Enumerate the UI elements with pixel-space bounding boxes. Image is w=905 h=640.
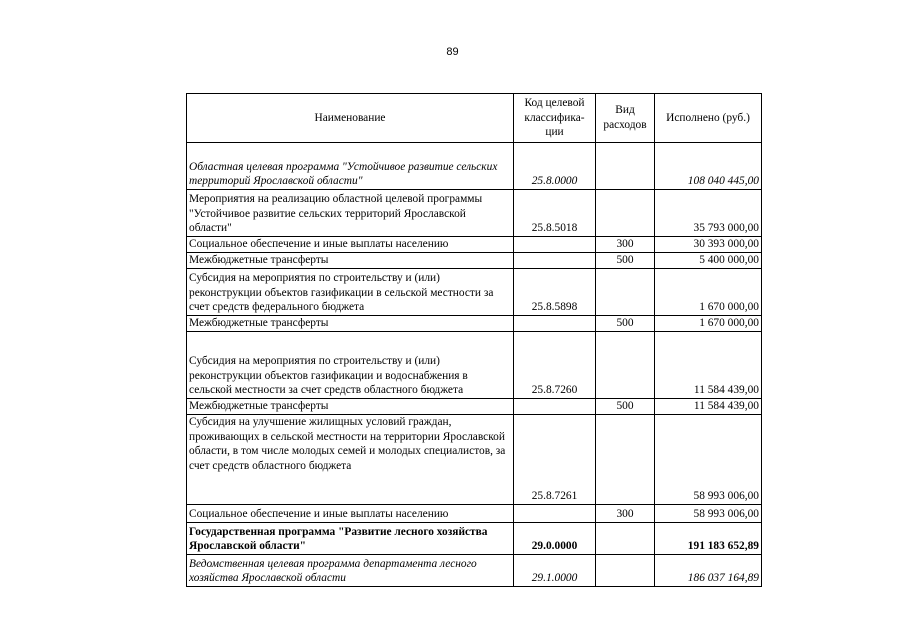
row-code: 29.1.0000 (514, 555, 596, 587)
row-type: 500 (596, 316, 655, 332)
row-code: 25.8.7261 (514, 415, 596, 505)
table-row (187, 332, 762, 399)
row-amount: 30 393 000,00 (655, 237, 762, 253)
row-amount: 11 584 439,00 (655, 399, 762, 415)
table-row (187, 237, 762, 253)
row-amount: 1 670 000,00 (655, 316, 762, 332)
row-name: Мероприятия на реализацию областной целевой программы "Устойчивое развитие сельских территорий Ярославской области" (187, 190, 514, 237)
row-name: Социальное обеспечение и иные выплаты населению (187, 505, 514, 523)
row-code: 25.8.5018 (514, 190, 596, 237)
table-row (187, 505, 762, 523)
header-type: Вид расходов (596, 94, 655, 143)
row-name: Межбюджетные трансферты (187, 316, 514, 332)
row-amount: 58 993 006,00 (655, 415, 762, 505)
row-amount: 191 183 652,89 (655, 523, 762, 555)
row-name: Субсидия на улучшение жилищных условий граждан, проживающих в сельской местности на территории Ярославской области, в том числе молодых семей и молодых специалистов, за счет средств областного бюджета (187, 415, 514, 505)
table-header-row (187, 94, 762, 143)
row-type (596, 190, 655, 237)
row-type (596, 415, 655, 505)
row-code: 29.0.0000 (514, 523, 596, 555)
header-name: Наименование (187, 94, 514, 143)
row-name: Субсидия на мероприятия по строительству и (или) реконструкции объектов газификации в сельской местности за счет средств федерального бюджета (187, 269, 514, 316)
row-name: Межбюджетные трансферты (187, 399, 514, 415)
row-type (596, 523, 655, 555)
row-name: Ведомственная целевая программа департамента лесного хозяйства Ярославской области (187, 555, 514, 587)
row-code (514, 253, 596, 269)
row-amount: 186 037 164,89 (655, 555, 762, 587)
row-type (596, 143, 655, 190)
row-amount: 108 040 445,00 (655, 143, 762, 190)
table-row (187, 399, 762, 415)
budget-table (186, 93, 762, 587)
row-name: Социальное обеспечение и иные выплаты населению (187, 237, 514, 253)
row-name: Областная целевая программа "Устойчивое развитие сельских территорий Ярославской области" (187, 143, 514, 190)
row-name: Субсидия на мероприятия по строительству и (или) реконструкции объектов газификации и водоснабжения в сельской местности за счет средств областного бюджета (187, 332, 514, 399)
row-name: Государственная программа "Развитие лесного хозяйства Ярославской области" (187, 523, 514, 555)
table-row (187, 190, 762, 237)
row-type: 500 (596, 399, 655, 415)
header-amount: Исполнено (руб.) (655, 94, 762, 143)
table-row (187, 523, 762, 555)
row-code: 25.8.0000 (514, 143, 596, 190)
row-code: 25.8.7260 (514, 332, 596, 399)
row-type (596, 555, 655, 587)
row-type (596, 332, 655, 399)
table-row (187, 269, 762, 316)
row-amount: 11 584 439,00 (655, 332, 762, 399)
header-code: Код целевой классифика-ции (514, 94, 596, 143)
row-code (514, 399, 596, 415)
row-name: Межбюджетные трансферты (187, 253, 514, 269)
row-code: 25.8.5898 (514, 269, 596, 316)
row-type: 300 (596, 505, 655, 523)
row-amount: 58 993 006,00 (655, 505, 762, 523)
table-row (187, 316, 762, 332)
row-code (514, 505, 596, 523)
row-amount: 35 793 000,00 (655, 190, 762, 237)
table-row (187, 253, 762, 269)
row-code (514, 316, 596, 332)
table-row (187, 143, 762, 190)
page-number: 89 (446, 46, 459, 58)
row-type (596, 269, 655, 316)
table-row (187, 555, 762, 587)
row-amount: 1 670 000,00 (655, 269, 762, 316)
row-type: 500 (596, 253, 655, 269)
row-type: 300 (596, 237, 655, 253)
table-row (187, 415, 762, 505)
row-code (514, 237, 596, 253)
row-amount: 5 400 000,00 (655, 253, 762, 269)
